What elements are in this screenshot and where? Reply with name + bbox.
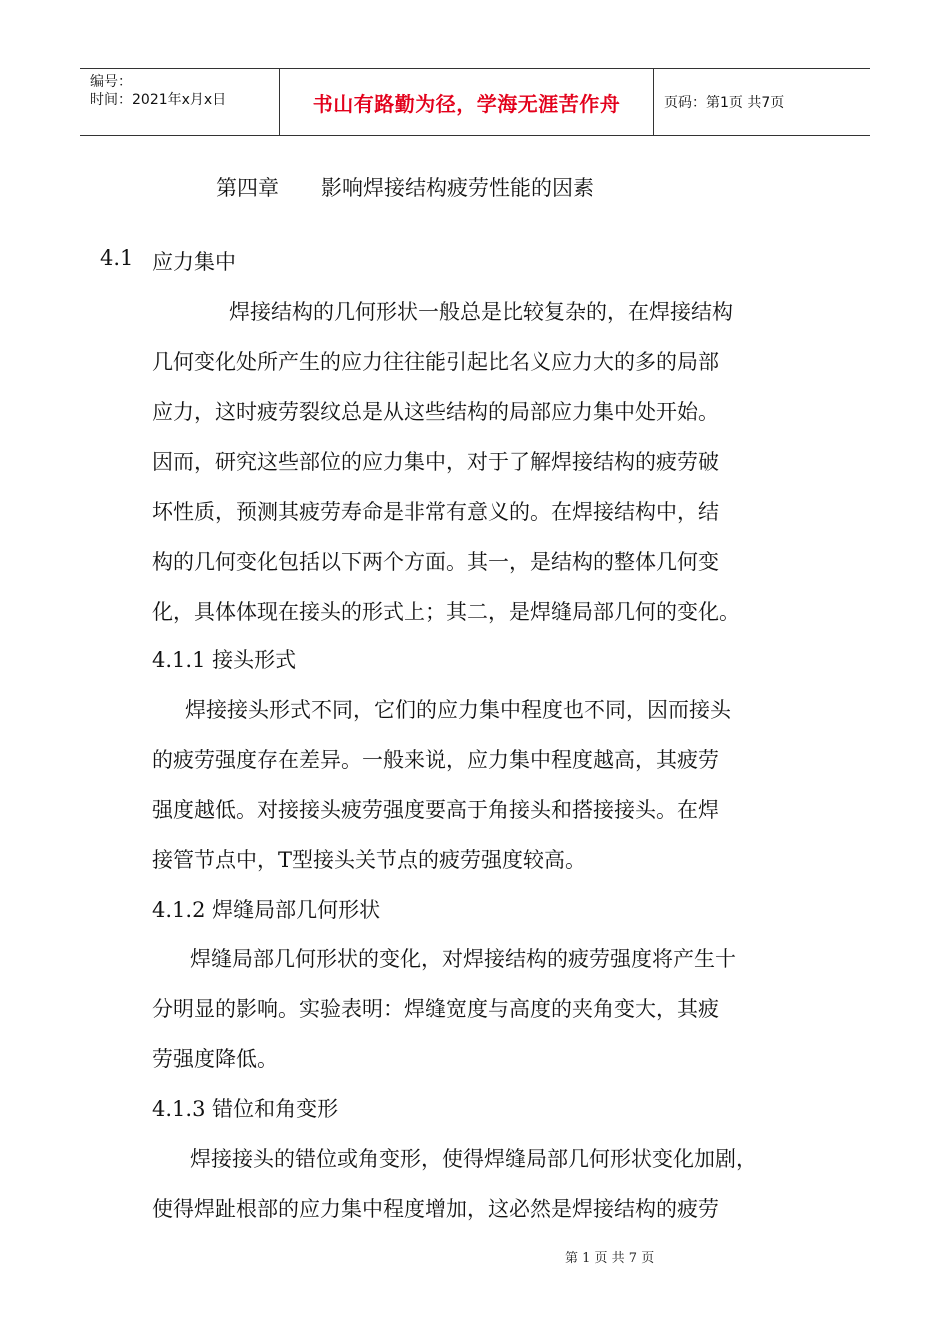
para2-line: 焊接接头形式不同，它们的应力集中程度也不同，因而接头 <box>185 698 731 722</box>
header-table <box>80 68 870 136</box>
header-meta <box>80 69 280 135</box>
para4-line: 焊接接头的错位或角变形，使得焊缝局部几何形状变化加剧， <box>190 1147 757 1171</box>
para1-line: 坏性质，预测其疲劳寿命是非常有意义的。在焊接结构中，结 <box>152 500 719 524</box>
para2-line: 强度越低。对接接头疲劳强度要高于角接头和搭接接头。在焊 <box>152 798 719 822</box>
para3-line: 分明显的影响。实验表明：焊缝宽度与高度的夹角变大，其疲 <box>152 997 719 1021</box>
para1-line: 焊接结构的几何形状一般总是比较复杂的，在焊接结构 <box>229 300 733 324</box>
number-label: 编号： <box>90 74 132 90</box>
page-footer: 第 1 页 共 7 页 <box>565 1251 655 1266</box>
para4-line: 使得焊趾根部的应力集中程度增加，这必然是焊接结构的疲劳 <box>152 1197 719 1221</box>
subsection-title: 4.1.2 焊缝局部几何形状 <box>152 898 381 922</box>
para2-line: 的疲劳强度存在差异。一般来说，应力集中程度越高，其疲劳 <box>152 748 719 772</box>
para1-line: 构的几何变化包括以下两个方面。其一，是结构的整体几何变 <box>152 550 719 574</box>
subsection-title: 4.1.1 接头形式 <box>152 648 297 672</box>
page-info: 页码：第1页 共7页 <box>664 95 785 111</box>
para1-line: 化，具体体现在接头的形式上；其二，是焊缝局部几何的变化。 <box>152 600 740 624</box>
para1-line: 因而，研究这些部位的应力集中，对于了解焊接结构的疲劳破 <box>152 450 719 474</box>
para3-line: 劳强度降低。 <box>152 1047 278 1071</box>
section-title: 应力集中 <box>152 250 236 274</box>
para1-line: 应力，这时疲劳裂纹总是从这些结构的局部应力集中处开始。 <box>152 400 719 424</box>
para1-line: 几何变化处所产生的应力往往能引起比名义应力大的多的局部 <box>152 350 719 374</box>
para2-line: 接管节点中，T型接头关节点的疲劳强度较高。 <box>152 848 587 872</box>
time-label: 时间：2021年x月x日 <box>90 92 227 108</box>
subsection-title: 4.1.3 错位和角变形 <box>152 1097 339 1121</box>
section-number: 4.1 <box>100 246 134 270</box>
motto: 书山有路勤为径，学海无涯苦作舟 <box>280 69 654 135</box>
chapter-title: 第四章 影响焊接结构疲劳性能的因素 <box>216 176 594 200</box>
para3-line: 焊缝局部几何形状的变化，对焊接结构的疲劳强度将产生十 <box>190 947 736 971</box>
